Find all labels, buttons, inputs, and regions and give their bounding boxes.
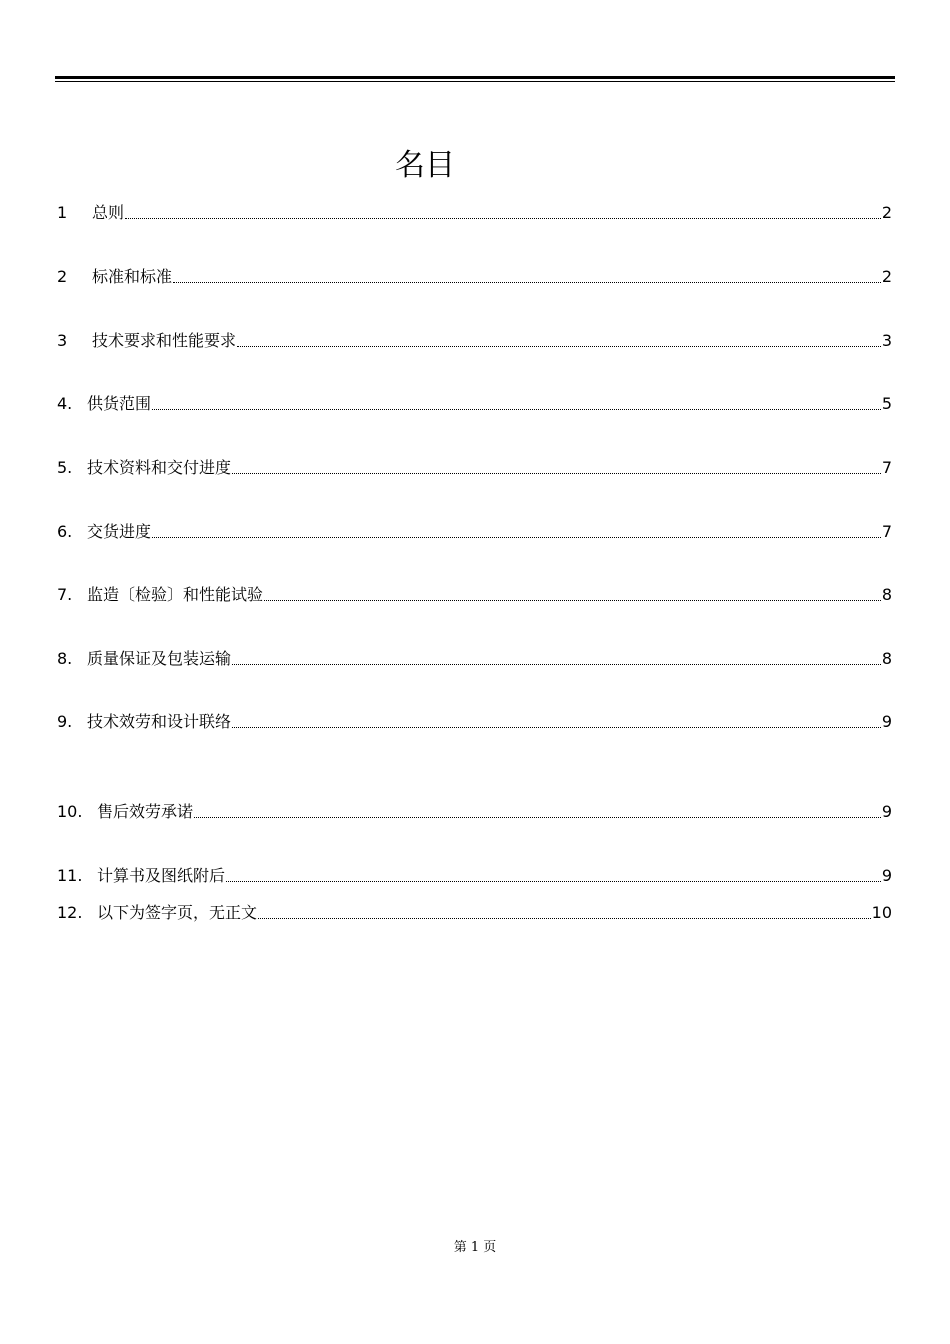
toc-number: 7. — [57, 585, 73, 604]
toc-text: 标准和标准 — [92, 267, 173, 286]
toc-number: 3 — [57, 331, 68, 350]
toc-text: 技术效劳和设计联络 — [87, 712, 232, 731]
toc-page: 10 — [871, 903, 892, 922]
toc-entry[interactable] — [57, 864, 892, 886]
toc-entry[interactable] — [57, 647, 892, 669]
toc-entry[interactable] — [57, 456, 892, 478]
toc-page: 7 — [881, 522, 892, 541]
toc-number: 6. — [57, 522, 73, 541]
toc-entry[interactable] — [57, 583, 892, 605]
header-rule — [55, 76, 895, 79]
toc-text: 供货范围 — [87, 394, 152, 413]
toc-entry[interactable] — [57, 710, 892, 732]
header-rule-thin — [55, 81, 895, 82]
toc-page: 8 — [881, 649, 892, 668]
toc-number: 12. — [57, 903, 83, 922]
toc-number: 2 — [57, 267, 68, 286]
footer-prefix: 第 — [453, 1240, 467, 1255]
toc-number: 4. — [57, 394, 73, 413]
toc-page: 5 — [881, 394, 892, 413]
toc-text: 交货进度 — [87, 522, 152, 541]
toc-text: 以下为签字页，无正文 — [97, 903, 258, 922]
toc-leader — [152, 409, 881, 410]
toc-entry[interactable] — [57, 901, 892, 923]
toc-leader — [125, 218, 881, 219]
toc-page: 7 — [881, 458, 892, 477]
footer-suffix: 页 — [483, 1240, 497, 1255]
toc-text: 技术要求和性能要求 — [92, 331, 237, 350]
toc-page: 2 — [881, 203, 892, 222]
toc-page: 3 — [881, 331, 892, 350]
toc-entry[interactable] — [57, 201, 892, 223]
toc-number: 5. — [57, 458, 73, 477]
toc-entry[interactable] — [57, 265, 892, 287]
toc-leader — [258, 918, 871, 919]
toc-leader — [232, 727, 881, 728]
toc-entry[interactable] — [57, 329, 892, 351]
toc-page: 9 — [881, 802, 892, 821]
toc-number: 10. — [57, 802, 83, 821]
toc-leader — [237, 346, 881, 347]
toc-text: 技术资料和交付进度 — [87, 458, 232, 477]
toc-number: 9. — [57, 712, 73, 731]
toc-leader — [152, 537, 881, 538]
toc-leader — [264, 600, 881, 601]
toc-title: 名目 — [395, 148, 455, 183]
toc-number: 1 — [57, 203, 68, 222]
footer-page-number: 1 — [470, 1240, 480, 1255]
toc-leader — [232, 473, 881, 474]
toc-leader — [226, 881, 881, 882]
toc-number: 11. — [57, 866, 83, 885]
toc-leader — [232, 664, 881, 665]
toc-entry[interactable] — [57, 392, 892, 414]
toc-page: 9 — [881, 866, 892, 885]
toc-leader — [173, 282, 881, 283]
toc-entry[interactable] — [57, 800, 892, 822]
toc-page: 8 — [881, 585, 892, 604]
toc-number: 8. — [57, 649, 73, 668]
toc-text: 售后效劳承诺 — [97, 802, 194, 821]
toc-text: 监造〔检验〕和性能试验 — [87, 585, 264, 604]
toc-page: 9 — [881, 712, 892, 731]
page-footer — [0, 1236, 950, 1255]
toc-text: 总则 — [92, 203, 125, 222]
toc-text: 质量保证及包装运输 — [87, 649, 232, 668]
toc-page: 2 — [881, 267, 892, 286]
toc-leader — [194, 817, 881, 818]
toc-entry[interactable] — [57, 520, 892, 542]
toc-text: 计算书及图纸附后 — [97, 866, 226, 885]
